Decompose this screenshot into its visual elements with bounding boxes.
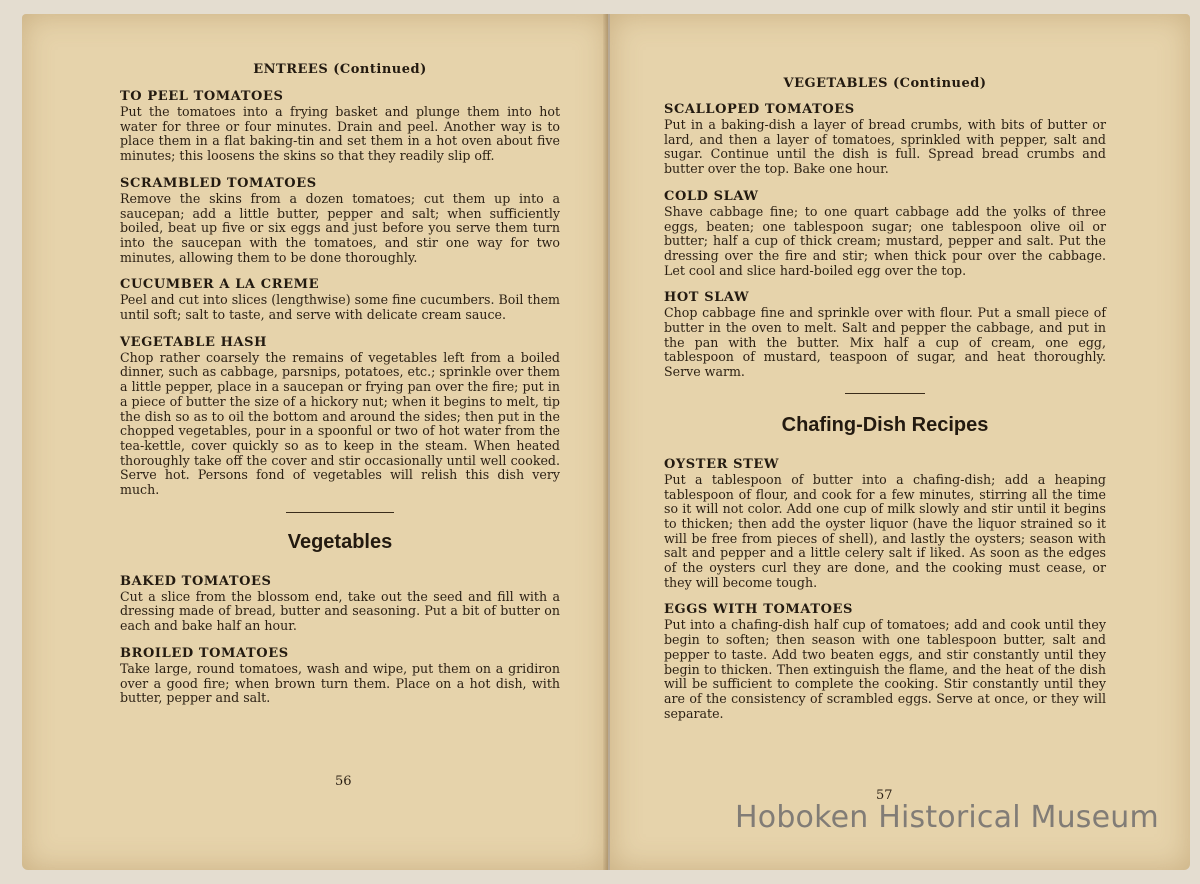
recipe xyxy=(664,290,1106,380)
recipe xyxy=(664,457,1106,591)
recipe-title: SCRAMBLED TOMATOES xyxy=(120,175,317,191)
recipe-body: Cut a slice from the blossom end, take out the seed and fill with a dressing made of bread, butter and seasoning. Put a bit of butter on each and bake half an hour. xyxy=(120,588,560,634)
page-number: 56 xyxy=(335,774,352,789)
recipe-body: Chop rather coarsely the remains of vegetables left from a boiled dinner, such as cabbage, parsnips, potatoes, etc.; sprinkle over them a little pepper, place in a saucepan or frying pan over the fire; put in a piece of butter the size of a hickory nut; when it begins to melt, tip the dish so as to oil the bottom and around the sides; then put in the chopped vegetables, pour in a spoonful or two of hot water from the tea-kettle, cover quickly so as to keep in the steam. When heated thoroughly take off the cover and stir occasionally until well cooked. Serve hot. Persons fond of vegetables will relish this dish very much. xyxy=(120,349,560,498)
recipe-title: EGGS WITH TOMATOES xyxy=(664,602,854,618)
recipe xyxy=(120,574,560,634)
recipe-body: Peel and cut into slices (lengthwise) some fine cucumbers. Boil them until soft; salt to taste, and serve with delicate cream sauce. xyxy=(120,292,560,323)
recipe-title: SCALLOPED TOMATOES xyxy=(664,102,855,117)
recipe xyxy=(664,602,1106,721)
recipe xyxy=(120,277,560,322)
recipe-title: COLD SLAW xyxy=(664,188,759,204)
right-page-content xyxy=(664,14,1106,733)
recipe-title: HOT SLAW xyxy=(664,290,750,306)
recipe-body: Chop cabbage fine and sprinkle over with flour. Put a small piece of butter in the oven to melt. Salt and pepper the cabbage, and put in the pan with the butter. Mix half a cup of cream, one egg, tablespoon of mustard, teaspoon of sugar, and heat thoroughly. Serve warm. xyxy=(664,305,1106,380)
left-page xyxy=(22,14,608,870)
section-divider xyxy=(845,393,925,394)
section-title: Vegetables xyxy=(287,530,393,553)
recipe-body: Take large, round tomatoes, wash and wipe, put them on a gridiron over a good fire; when brown turn them. Place on a hot dish, with butter, pepper and salt. xyxy=(120,660,560,706)
recipe-body: Shave cabbage fine; to one quart cabbage add the yolks of three eggs, beaten; one tablespoon sugar; one tablespoon olive oil or butter; half a cup of thick cream; mustard, pepper and salt. Put the dressing over the fire and stir; when thick pour over the cabbage. Let cool and slice hard-boiled egg over the top. xyxy=(664,203,1106,278)
recipe-title: TO PEEL TOMATOES xyxy=(120,89,284,104)
recipe-body: Remove the skins from a dozen tomatoes; cut them up into a saucepan; add a little butter, pepper and salt; when sufficiently boiled, beat up five or six eggs and just before you serve them turn into the saucepan with the tomatoes, and stir one way for two minutes, allowing them to be done thoroughly. xyxy=(120,190,560,265)
right-page xyxy=(610,14,1190,870)
recipe-body: Put the tomatoes into a frying basket and plunge them into hot water for three or four minutes. Drain and peel. Another way is to place them in a flat baking-tin and set them in a hot oven about five minutes; this loosens the skins so that they readily slip off. xyxy=(120,104,560,164)
running-head: VEGETABLES (Continued) xyxy=(783,76,987,91)
recipe xyxy=(120,89,560,164)
museum-watermark: Hoboken Historical Museum xyxy=(735,800,1159,835)
recipe xyxy=(664,102,1106,177)
page-number: 57 xyxy=(876,788,893,803)
recipe xyxy=(664,189,1106,279)
recipe-title: BAKED TOMATOES xyxy=(120,573,272,589)
recipe-body: Put in a baking-dish a layer of bread crumbs, with bits of butter or lard, and then a layer of tomatoes, sprinkled with pepper, salt and sugar. Continue until the dish is full. Spread bread crumbs and butter over the top. Bake one hour. xyxy=(664,117,1106,177)
recipe-title: CUCUMBER A LA CREME xyxy=(120,277,320,293)
recipe-title: OYSTER STEW xyxy=(664,456,780,472)
recipe-body: Put a tablespoon of butter into a chafing-dish; add a heaping tablespoon of flour, and cook for a few minutes, stirring all the time so it will not color. Add one cup of milk slowly and stir until it begins to thicken; then add the oyster liquor (have the liquor strained so it will be free from pieces of shell), and lastly the oysters; season with salt and pepper and a little celery salt if liked. As soon as the edges of the oysters curl they are done, and the cooking must cease, or they will become tough. xyxy=(664,471,1106,590)
recipe xyxy=(120,646,560,706)
recipe-title: VEGETABLE HASH xyxy=(120,334,268,350)
section-divider xyxy=(286,512,394,513)
recipe-title: BROILED TOMATOES xyxy=(120,645,289,661)
recipe xyxy=(120,176,560,266)
left-page-content xyxy=(120,14,560,718)
recipe-body: Put into a chafing-dish half cup of tomatoes; add and cook until they begin to soften; then season with one tablespoon butter, salt and pepper to taste. Add two beaten eggs, and stir constantly until they begin to thicken. Then extinguish the flame, and the heat of the dish will be sufficient to complete the cooking. Stir constantly until they are of the consistency of scrambled eggs. Serve at once, or they will separate. xyxy=(664,617,1106,721)
running-head: ENTREES (Continued) xyxy=(253,62,427,77)
section-title: Chafing-Dish Recipes xyxy=(781,413,989,436)
recipe xyxy=(120,335,560,498)
